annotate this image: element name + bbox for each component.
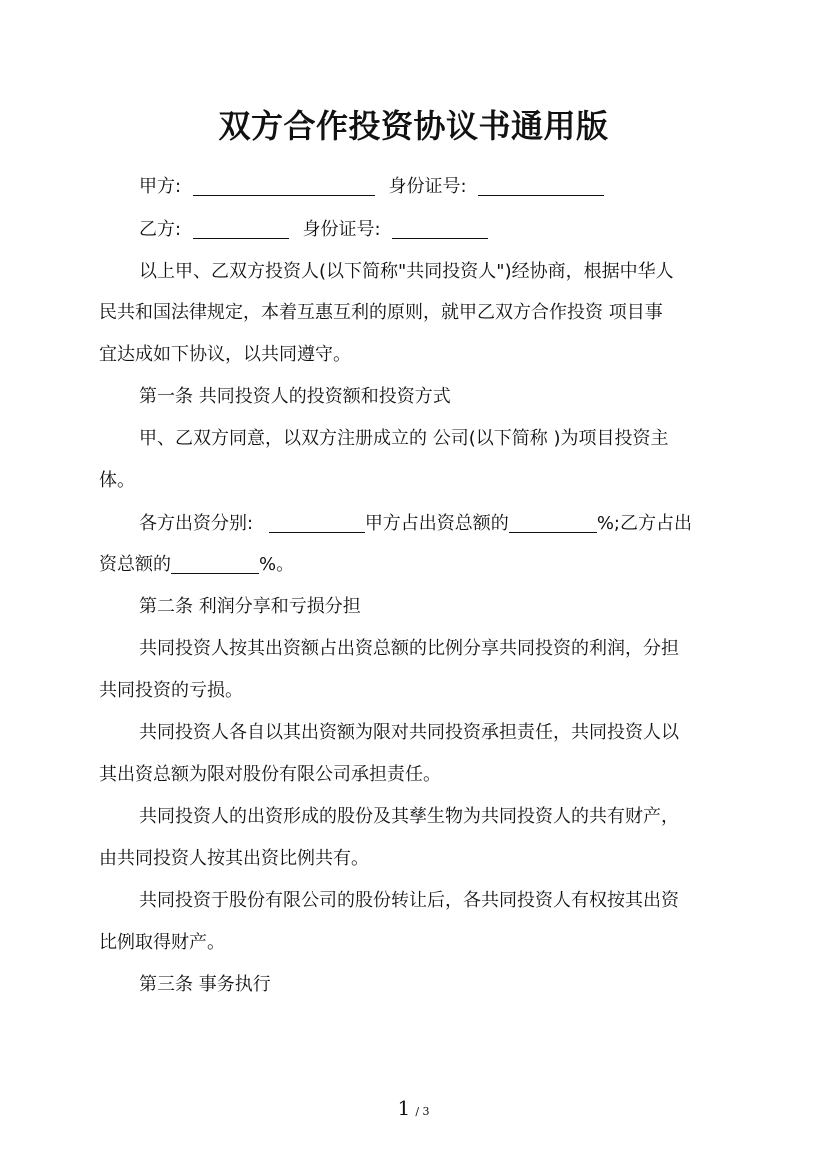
party-a-name-blank xyxy=(193,175,375,196)
party-b-line xyxy=(139,217,729,243)
party-b-id-blank xyxy=(392,218,488,239)
paragraph-line: 由共同投资人按其出资比例共有。 xyxy=(99,848,369,869)
party-b-id-label: 身份证号: xyxy=(302,219,381,240)
paragraph-line: 比例取得财产。 xyxy=(99,932,225,953)
party-b-label: 乙方: xyxy=(139,219,182,240)
total-pages: / 3 xyxy=(415,1105,430,1118)
party-b-share-label-2: 资总额的 xyxy=(99,554,171,575)
document-title: 双方合作投资协议书通用版 xyxy=(218,107,609,145)
paragraph-line: 共同投资于股份有限公司的股份转让后，各共同投资人有权按其出资 xyxy=(139,890,679,911)
party-b-share-blank xyxy=(171,553,259,574)
paragraph-line: 民共和国法律规定，本着互惠互利的原则，就甲乙双方合作投资 项目事 xyxy=(99,302,663,323)
page-number xyxy=(0,1096,827,1120)
party-a-line xyxy=(139,174,729,200)
contribution-blank xyxy=(269,512,365,533)
paragraph-line: 宜达成如下协议，以共同遵守。 xyxy=(99,344,351,365)
article-3-heading: 第三条 事务执行 xyxy=(139,974,271,995)
paragraph-line: 甲、乙双方同意，以双方注册成立的 公司(以下简称 )为项目投资主 xyxy=(139,428,669,449)
paragraph-line: 体。 xyxy=(99,470,135,491)
paragraph-line: 其出资总额为限对股份有限公司承担责任。 xyxy=(99,764,441,785)
contribution-line xyxy=(139,511,729,537)
paragraph-line: 共同投资人的出资形成的股份及其孳生物为共同投资人的共有财产， xyxy=(139,806,679,827)
party-b-name-blank xyxy=(193,218,289,239)
party-a-id-blank xyxy=(478,175,604,196)
current-page-number: 1 xyxy=(397,1096,411,1120)
article-2-heading: 第二条 利润分享和亏损分担 xyxy=(139,596,361,617)
contribution-line-2 xyxy=(99,552,729,578)
paragraph-line: 共同投资的亏损。 xyxy=(99,680,243,701)
party-b-share-label: %;乙方占出 xyxy=(596,513,692,534)
paragraph-line: 共同投资人按其出资额占出资总额的比例分享共同投资的利润，分担 xyxy=(139,638,679,659)
party-a-share-blank xyxy=(509,512,597,533)
paragraph-line: 共同投资人各自以其出资额为限对共同投资承担责任，共同投资人以 xyxy=(139,722,679,743)
paragraph-line: 以上甲、乙双方投资人(以下简称"共同投资人")经协商，根据中华人 xyxy=(139,261,674,282)
party-a-id-label: 身份证号: xyxy=(388,176,467,197)
contribution-label: 各方出资分别: xyxy=(139,513,254,534)
article-1-heading: 第一条 共同投资人的投资额和投资方式 xyxy=(139,386,451,407)
party-a-label: 甲方: xyxy=(139,176,182,197)
party-a-share-label: 甲方占出资总额的 xyxy=(364,513,509,534)
percent-sign: %。 xyxy=(259,554,295,575)
